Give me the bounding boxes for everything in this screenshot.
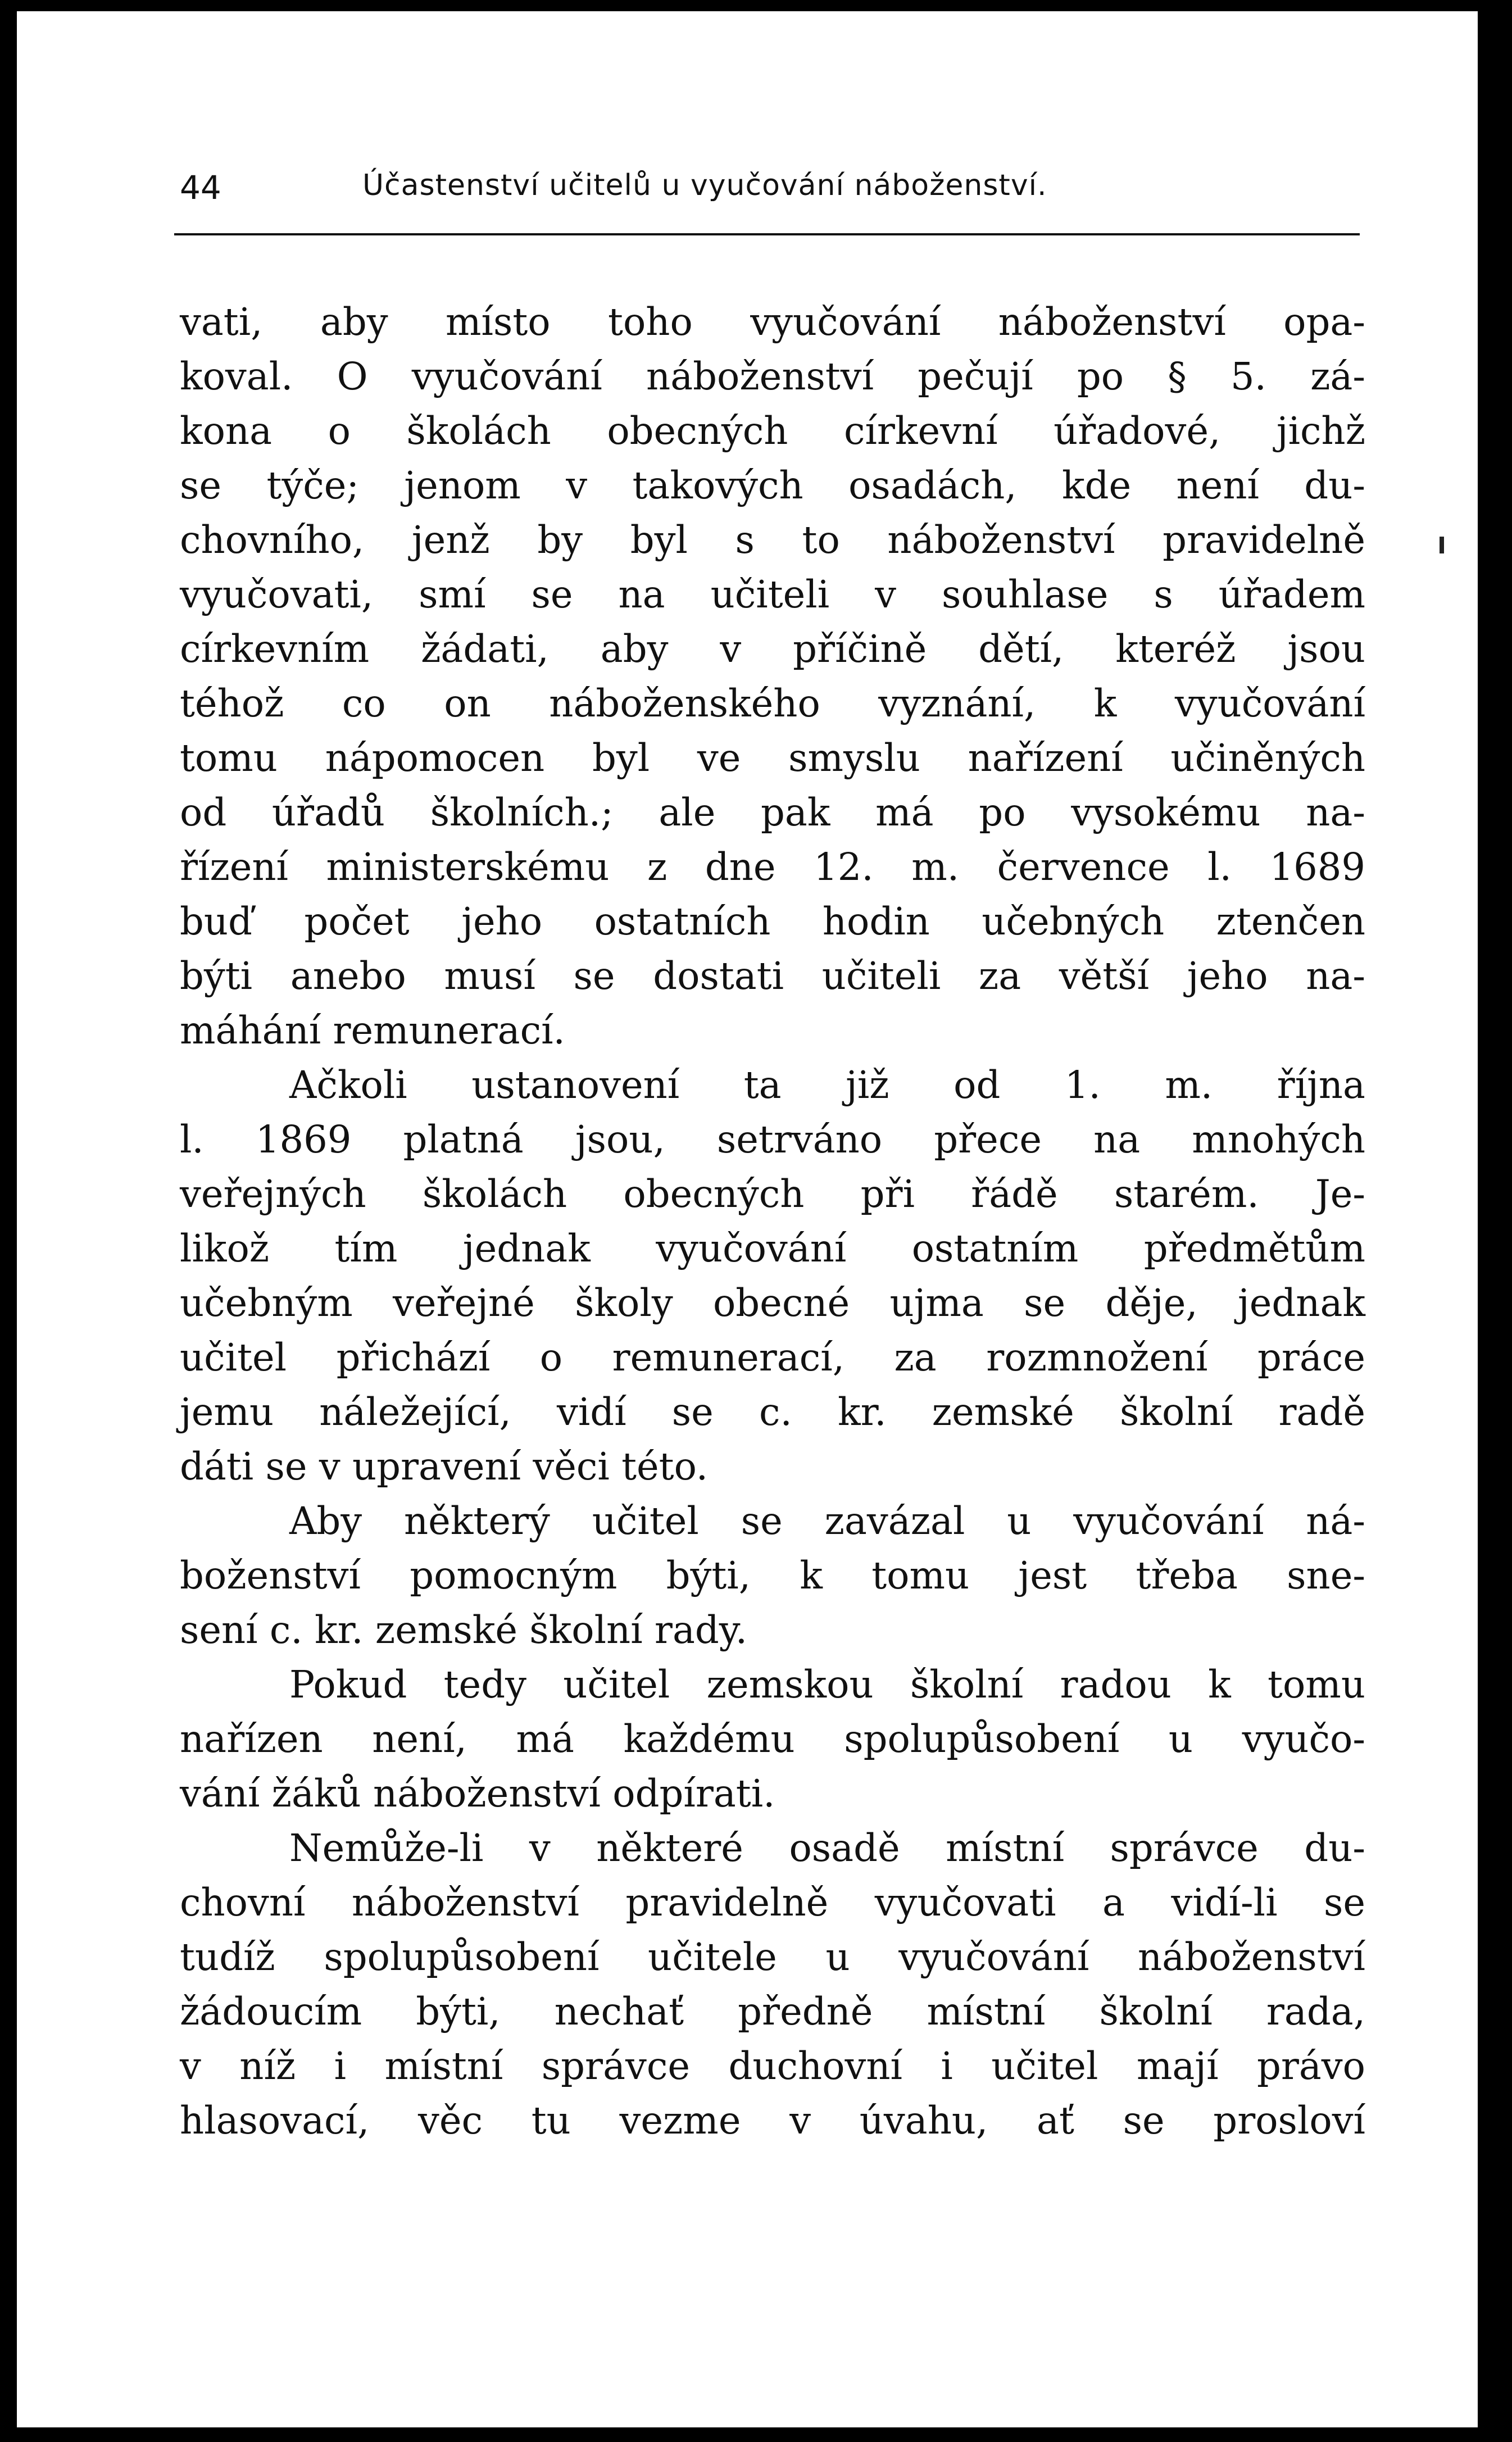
text-line: vati, aby místo toho vyučování náboženství opa- [180, 300, 1365, 344]
text-line: býti anebo musí se dostati učiteli za větší jeho na- [180, 954, 1365, 998]
text-line: učebným veřejné školy obecné ujma se děje, jednak [180, 1281, 1365, 1325]
text-line: likož tím jednak vyučování ostatním předmětům [180, 1227, 1365, 1270]
text-line: Aby některý učitel se zavázal u vyučování ná- [289, 1499, 1365, 1543]
text-line: se týče; jenom v takových osadách, kde není du- [180, 464, 1365, 507]
text-line: od úřadů školních.; ale pak má po vysokému na- [180, 791, 1365, 834]
text-line: l. 1869 platná jsou, setrváno přece na mnohých [180, 1118, 1365, 1161]
text-line: Ačkoli ustanovení ta již od 1. m. října [289, 1063, 1365, 1107]
page-header [174, 157, 1354, 225]
paragraph [180, 1058, 1365, 1494]
paragraph [180, 295, 1365, 1058]
text-line: chovního, jenž by byl s to náboženství pravidelně [180, 518, 1365, 562]
text-line: v níž i místní správce duchovní i učitel mají právo [180, 2044, 1365, 2088]
page-number: 44 [180, 169, 221, 207]
text-line: učitel přichází o remunerací, za rozmnožení práce [180, 1336, 1365, 1379]
text-line: kona o školách obecných církevní úřadové, jichž [180, 409, 1365, 453]
text-line: vyučovati, smí se na učiteli v souhlase s úřadem [180, 573, 1365, 616]
text-line: řízení ministerskému z dne 12. m. července l. 1689 [180, 845, 1365, 889]
text-line: máhání remunerací. [180, 1009, 565, 1052]
text-line: boženství pomocným býti, k tomu jest třeba sne- [180, 1554, 1365, 1597]
text-line: chovní náboženství pravidelně vyučovati a vidí-li se [180, 1881, 1365, 1924]
text-line: tomu nápomocen byl ve smyslu nařízení učiněných [180, 736, 1365, 780]
text-line: nařízen není, má každému spolupůsobení u vyučo- [180, 1717, 1365, 1761]
text-line: koval. O vyučování náboženství pečují po § 5. zá- [180, 355, 1365, 398]
book-page [17, 11, 1478, 2427]
text-line: hlasovací, věc tu vezme v úvahu, ať se prosloví [180, 2099, 1365, 2143]
text-line: Nemůže-li v některé osadě místní správce du- [289, 1826, 1365, 1870]
body-text [180, 295, 1365, 2148]
paragraph [180, 1821, 1365, 2148]
text-line: Pokud tedy učitel zemskou školní radou k tomu [289, 1663, 1365, 1706]
text-line: buď počet jeho ostatních hodin učebných ztenčen [180, 900, 1365, 943]
text-line: jemu náležející, vidí se c. kr. zemské školní radě [180, 1390, 1365, 1434]
text-line: tudíž spolupůsobení učitele u vyučování náboženství [180, 1935, 1365, 1979]
text-line: žádoucím býti, nechať předně místní školní rada, [180, 1990, 1365, 2034]
text-line: dáti se v upravení věci této. [180, 1445, 709, 1488]
paragraph [180, 1494, 1365, 1658]
text-line: církevním žádati, aby v příčině dětí, kteréž jsou [180, 627, 1365, 671]
text-line: veřejných školách obecných při řádě starém. Je- [180, 1172, 1365, 1216]
margin-mark [1440, 537, 1444, 553]
running-title: Účastenství učitelů u vyučování náboženství. [362, 169, 1047, 202]
header-rule [174, 233, 1360, 235]
text-line: téhož co on náboženského vyznání, k vyučování [180, 682, 1365, 725]
text-line: vání žáků náboženství odpírati. [180, 1772, 775, 1815]
text-line: sení c. kr. zemské školní rady. [180, 1608, 748, 1652]
paragraph [180, 1658, 1365, 1821]
